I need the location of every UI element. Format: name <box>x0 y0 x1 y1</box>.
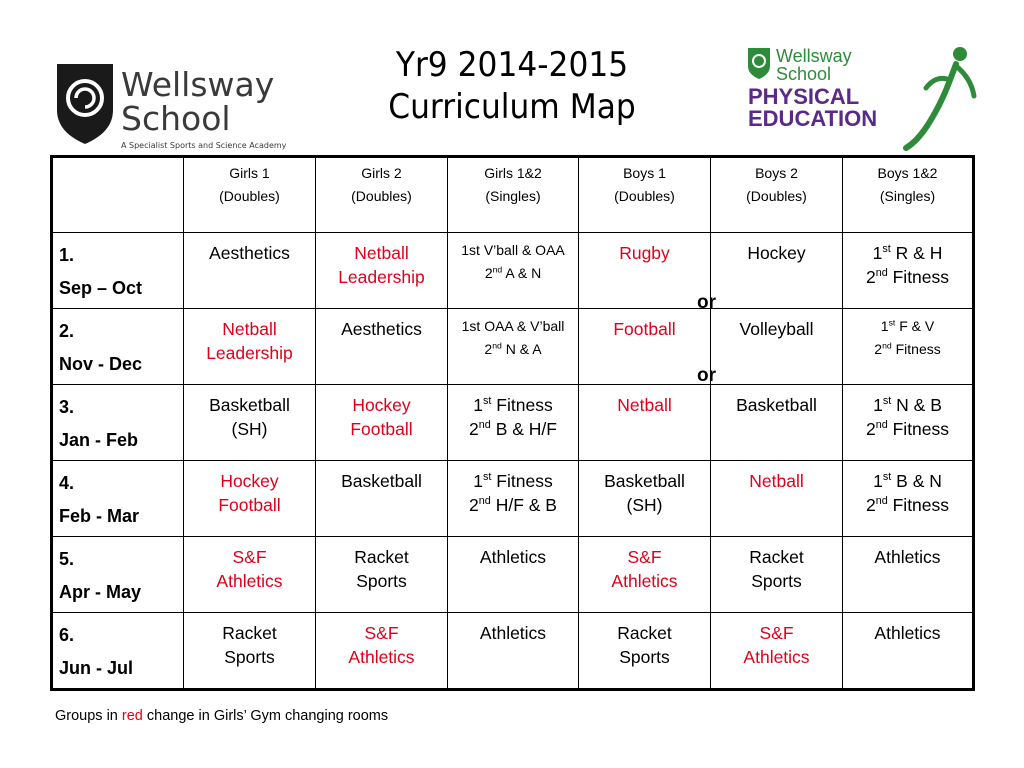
activity-cell <box>316 385 448 461</box>
activity-line: Aesthetics <box>209 243 290 263</box>
activity-cell <box>711 461 843 537</box>
footnote-text: Groups in <box>55 708 122 724</box>
title-line1: Yr9 2014-2015 <box>395 45 629 85</box>
activity-line: Rugby <box>619 243 670 263</box>
activity-cell <box>711 233 843 309</box>
table-row <box>52 233 974 309</box>
activity-cell <box>711 385 843 461</box>
activity-line: 2nd B & H/F <box>469 419 557 439</box>
activity-line: Athletics <box>874 547 941 567</box>
logo-right-line2: School <box>776 64 832 84</box>
activity-line: Netball <box>354 243 409 263</box>
activity-line: Basketball <box>736 395 817 415</box>
term-label <box>52 461 184 537</box>
column-header: Girls 1&2 (Singles) <box>448 157 579 233</box>
activity-cell <box>316 537 448 613</box>
term-number: 5. <box>59 549 75 569</box>
logo-right-line1: Wellsway <box>776 46 852 66</box>
activity-line: Volleyball <box>739 319 814 339</box>
activity-line: 2nd H/F & B <box>469 495 557 515</box>
activity-line: Netball <box>222 319 277 339</box>
activity-cell <box>184 537 316 613</box>
activity-line: Athletics <box>874 623 941 643</box>
activity-line: 1st Fitness <box>473 471 553 491</box>
term-period: Jun - Jul <box>59 658 134 678</box>
activity-cell <box>316 233 448 309</box>
activity-line: 1st B & N <box>873 471 942 491</box>
activity-line: 1st R & H <box>872 243 943 263</box>
term-label <box>52 385 184 461</box>
activity-line: S&F <box>627 547 662 567</box>
term-label <box>52 537 184 613</box>
activity-line: 1st N & B <box>873 395 942 415</box>
column-header: Girls 1 (Doubles) <box>184 157 316 233</box>
activity-cell <box>448 233 579 309</box>
or-note: or <box>697 365 716 386</box>
activity-line: (SH) <box>626 495 663 515</box>
activity-line: 2nd Fitness <box>865 419 950 439</box>
activity-line: Sports <box>751 571 802 591</box>
activity-line: Racket <box>749 547 804 567</box>
athlete-figure-icon <box>906 47 974 148</box>
activity-line: 2nd Fitness <box>865 495 950 515</box>
logo-right-line4: EDUCATION <box>748 106 878 131</box>
activity-cell <box>711 309 843 385</box>
activity-line: Hockey <box>220 471 279 491</box>
activity-line: Leadership <box>338 267 425 287</box>
activity-cell <box>711 537 843 613</box>
term-period: Jan - Feb <box>59 430 139 450</box>
activity-line: S&F <box>232 547 267 567</box>
logo-right-line3: PHYSICAL <box>748 84 860 109</box>
activity-cell <box>843 385 974 461</box>
column-header: Boys 1 (Doubles) <box>579 157 711 233</box>
table-row <box>52 537 974 613</box>
activity-line: Football <box>350 419 413 439</box>
activity-line: Basketball <box>341 471 422 491</box>
activity-cell <box>843 233 974 309</box>
table-row <box>52 309 974 385</box>
column-header: Girls 2 (Doubles) <box>316 157 448 233</box>
activity-line: (SH) <box>231 419 268 439</box>
term-number: 3. <box>59 397 75 417</box>
activity-line: Football <box>218 495 281 515</box>
activity-cell <box>579 385 711 461</box>
activity-line: Aesthetics <box>341 319 422 339</box>
column-header: Boys 1&2 (Singles) <box>843 157 974 233</box>
activity-cell <box>448 461 579 537</box>
activity-cell <box>448 537 579 613</box>
term-period: Sep – Oct <box>59 278 143 298</box>
page-title <box>308 44 716 128</box>
activity-line: Athletics <box>348 647 415 667</box>
term-number: 1. <box>59 245 75 265</box>
header-row <box>52 157 974 233</box>
term-period: Nov - Dec <box>59 354 143 374</box>
activity-cell <box>579 613 711 690</box>
activity-line: 1st Fitness <box>473 395 553 415</box>
activity-cell <box>316 461 448 537</box>
activity-line: Racket <box>222 623 277 643</box>
activity-cell <box>448 613 579 690</box>
term-label <box>52 309 184 385</box>
wellsway-pe-logo <box>744 40 980 152</box>
activity-line: Sports <box>224 647 275 667</box>
table-row <box>52 385 974 461</box>
activity-cell <box>843 461 974 537</box>
wellsway-school-logo <box>55 58 290 153</box>
activity-cell <box>184 385 316 461</box>
activity-line: 2nd A & N <box>484 264 542 281</box>
activity-cell <box>579 537 711 613</box>
activity-line: Sports <box>356 571 407 591</box>
activity-line: 2nd N & A <box>484 340 542 357</box>
activity-line: Racket <box>354 547 409 567</box>
activity-line: 1st V’ball & OAA <box>461 242 565 258</box>
activity-cell <box>316 613 448 690</box>
activity-line: Football <box>613 319 676 339</box>
activity-line: Athletics <box>611 571 678 591</box>
activity-line: Sports <box>619 647 670 667</box>
activity-cell <box>579 461 711 537</box>
activity-line: Basketball <box>604 471 685 491</box>
footnote-highlight: red <box>121 708 143 724</box>
logo-left-line1: Wellsway <box>121 65 275 104</box>
activity-line: Basketball <box>209 395 290 415</box>
or-note: or <box>697 292 716 313</box>
activity-cell <box>184 309 316 385</box>
activity-line: 2nd Fitness <box>865 267 950 287</box>
term-number: 4. <box>59 473 75 493</box>
term-period: Feb - Mar <box>59 506 140 526</box>
footnote-text: change in Girls’ Gym changing rooms <box>142 708 389 724</box>
activity-line: Athletics <box>479 623 547 643</box>
term-label <box>52 233 184 309</box>
activity-line: 1st F & V <box>880 317 935 334</box>
activity-line: Hockey <box>747 243 806 263</box>
curriculum-table <box>50 155 975 691</box>
activity-line: Netball <box>749 471 804 491</box>
activity-line: Racket <box>617 623 672 643</box>
corner-cell <box>52 157 184 233</box>
activity-line: Hockey <box>352 395 411 415</box>
activity-cell <box>579 309 711 385</box>
activity-cell <box>448 309 579 385</box>
activity-cell <box>184 461 316 537</box>
activity-line: Athletics <box>216 571 283 591</box>
activity-cell <box>579 233 711 309</box>
term-period: Apr - May <box>59 582 142 602</box>
term-number: 2. <box>59 321 75 341</box>
activity-line: Athletics <box>479 547 547 567</box>
activity-line: Athletics <box>743 647 810 667</box>
activity-line: S&F <box>364 623 399 643</box>
table-row <box>52 613 974 690</box>
activity-cell <box>316 309 448 385</box>
activity-cell <box>448 385 579 461</box>
table-row <box>52 461 974 537</box>
activity-cell <box>184 233 316 309</box>
activity-line: S&F <box>759 623 794 643</box>
activity-line: Leadership <box>206 343 293 363</box>
activity-cell <box>843 309 974 385</box>
column-header: Boys 2 (Doubles) <box>711 157 843 233</box>
term-label <box>52 613 184 690</box>
logo-left-tagline: A Specialist Sports and Science Academy <box>121 141 287 150</box>
activity-cell <box>843 613 974 690</box>
footnote <box>55 708 388 724</box>
logo-left-line2: School <box>121 99 231 138</box>
activity-cell <box>711 613 843 690</box>
activity-cell <box>843 537 974 613</box>
activity-line: 2nd Fitness <box>874 340 941 357</box>
term-number: 6. <box>59 625 75 645</box>
activity-cell <box>184 613 316 690</box>
title-line2: Curriculum Map <box>388 87 636 127</box>
activity-line: Netball <box>617 395 672 415</box>
activity-line: 1st OAA & V’ball <box>461 318 565 334</box>
